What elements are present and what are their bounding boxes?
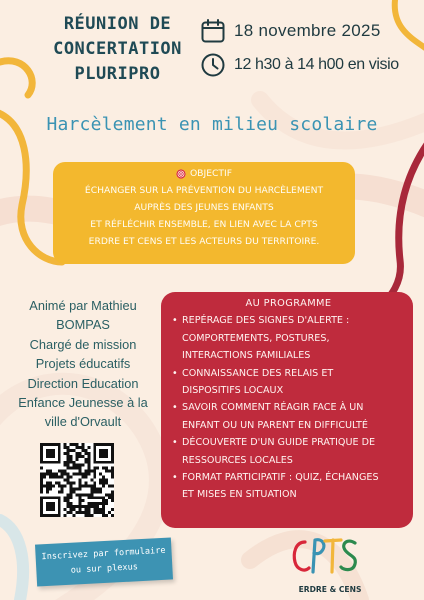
objectif-line: ÉCHANGER SUR LA PRÉVENTION DU HARCÈLEMENT (84, 185, 324, 196)
event-title-line: RÉUNION DE (63, 14, 172, 34)
event-date (200, 18, 381, 44)
animateur-line: Enfance Jeunesse à la (18, 395, 148, 411)
programme-box (161, 292, 413, 528)
objectif-line: ET RÉFLÉCHIR ENSEMBLE, EN LIEN AVEC LA CPTS (90, 219, 318, 230)
bullet: • (172, 367, 178, 379)
calendar-icon (200, 18, 226, 44)
event-date-text: 18 novembre 2025 (234, 21, 381, 40)
animateur-info (8, 296, 158, 432)
event-title-line: CONCERTATION (53, 39, 182, 59)
event-time-text: 12 h30 à 14 h00 en visio (234, 56, 399, 73)
programme-item-line: DÉCOUVERTE D'UN GUIDE PRATIQUE DE (182, 437, 376, 449)
event-title-line: PLURIPRO (74, 64, 161, 84)
objectif-line: AUPRÈS DES JEUNES ENFANTS (134, 202, 274, 213)
bullet: • (172, 472, 178, 484)
programme-item-line: INTERACTIONS FAMILIALES (182, 350, 311, 362)
animateur-line: BOMPAS (56, 317, 110, 333)
objectif-box (53, 162, 355, 264)
objectif-heading (53, 165, 355, 182)
animateur-line: Animé par Mathieu (29, 298, 137, 313)
inscription-button[interactable] (35, 537, 173, 586)
animateur-line: Projets éducatifs (35, 356, 131, 372)
logo-name: ERDRE & CENS (298, 585, 362, 594)
programme-item (172, 365, 405, 400)
programme-item-line: FORMAT PARTICIPATIF : QUIZ, ÉCHANGES (182, 472, 379, 484)
programme-item-line: CONNAISSANCE DES RELAIS ET (182, 367, 334, 379)
objectif-line: ERDRE ET CENS ET LES ACTEURS DU TERRITOIRE. (88, 236, 320, 247)
objectif-heading-text: OBJECTIF (189, 168, 233, 179)
bullet: • (172, 315, 178, 327)
cpts-logo (289, 534, 371, 598)
programme-item-line: ET MISES EN SITUATION (182, 489, 297, 501)
programme-item-line: RESSOURCES LOCALES (182, 454, 293, 466)
programme-heading: AU PROGRAMME (245, 298, 332, 309)
programme-item (172, 312, 405, 364)
bullet: • (172, 402, 178, 414)
animateur-line: ville d'Orvault (44, 414, 122, 430)
programme-item-line: SAVOIR COMMENT RÉAGIR FACE À UN (182, 402, 364, 414)
animateur-line: Direction Education (27, 375, 139, 391)
programme-item (172, 434, 405, 469)
inscription-line: ou sur plexus (70, 562, 139, 576)
programme-item-line: REPÉRAGE DES SIGNES D'ALERTE : (182, 315, 350, 327)
programme-item (172, 399, 405, 434)
programme-item-line: DISPOSITIFS LOCAUX (182, 385, 284, 397)
qr-code[interactable] (40, 443, 114, 517)
programme-item (172, 469, 405, 504)
bullet: • (172, 437, 178, 449)
animateur-line: Chargé de mission (29, 336, 137, 352)
inscription-line: Inscrivez par formulaire (41, 545, 166, 563)
target-icon (176, 169, 186, 179)
programme-item-line: ENFANT OU UN PARENT EN DIFFICULTÉ (182, 419, 368, 431)
clock-icon (200, 52, 226, 78)
event-time (200, 52, 399, 78)
event-subtitle: Harcèlement en milieu scolaire (46, 114, 378, 135)
programme-item-line: COMPORTEMENTS, POSTURES, (182, 332, 330, 344)
event-title (30, 12, 205, 87)
